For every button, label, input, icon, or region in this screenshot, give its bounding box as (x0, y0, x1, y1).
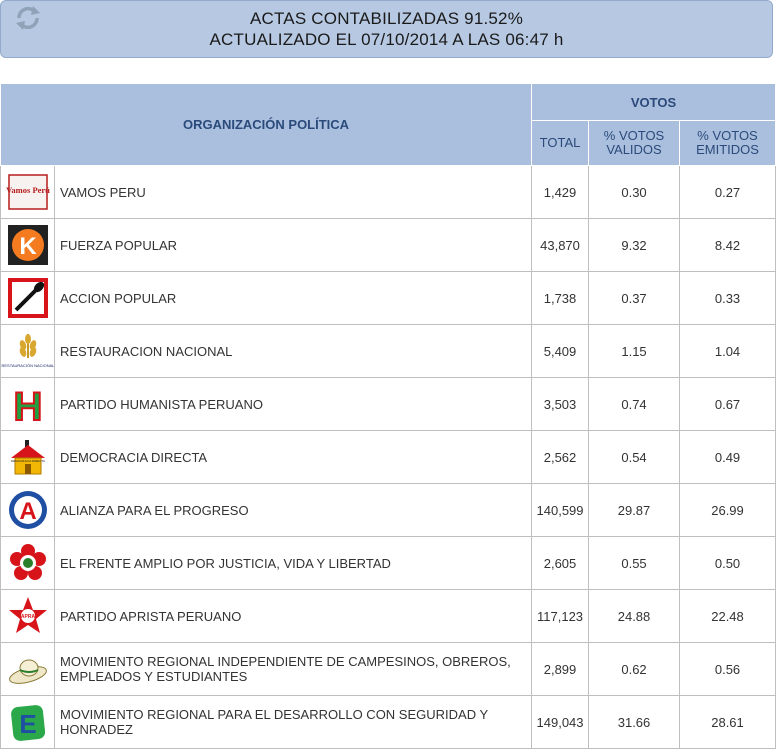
votos-total: 3,503 (532, 378, 589, 431)
votos-total: 1,429 (532, 166, 589, 219)
table-row (1, 219, 776, 272)
last-updated: ACTUALIZADO EL 07/10/2014 A LAS 06:47 h (209, 30, 564, 49)
votos-emitidos: 0.67 (680, 378, 776, 431)
logo-cell (1, 696, 55, 749)
fuerza-popular-logo-text: K (18, 233, 37, 260)
table-row (1, 325, 776, 378)
votos-emitidos: 1.04 (680, 325, 776, 378)
logo-cell (1, 166, 55, 219)
alianza-progreso-logo-text: A (18, 498, 37, 525)
party-name: ACCION POPULAR (55, 272, 532, 325)
actas-contabilizadas: ACTAS CONTABILIZADAS 91.52% (249, 9, 524, 28)
logo-cell (1, 219, 55, 272)
column-header-votos: VOTOS (532, 84, 776, 121)
votos-validos: 24.88 (589, 590, 680, 643)
logo-cell (1, 272, 55, 325)
party-name: MOVIMIENTO REGIONAL PARA EL DESARROLLO CON SEGURIDAD Y HONRADEZ (55, 696, 532, 749)
table-row (1, 696, 776, 749)
votos-total: 2,605 (532, 537, 589, 590)
votos-total: 2,899 (532, 643, 589, 696)
apra-logo (7, 595, 49, 637)
logo-cell (1, 643, 55, 696)
movimiento-seguridad-logo (7, 701, 49, 743)
party-name: PARTIDO HUMANISTA PERUANO (55, 378, 532, 431)
votos-emitidos: 0.27 (680, 166, 776, 219)
votos-emitidos: 0.49 (680, 431, 776, 484)
votos-validos: 0.30 (589, 166, 680, 219)
votos-validos: 0.55 (589, 537, 680, 590)
votos-validos: 0.74 (589, 378, 680, 431)
logo-cell (1, 325, 55, 378)
table-row (1, 166, 776, 219)
accion-popular-logo (7, 277, 49, 319)
table-row (1, 484, 776, 537)
votos-validos: 0.62 (589, 643, 680, 696)
party-name: PARTIDO APRISTA PERUANO (55, 590, 532, 643)
votos-total: 140,599 (532, 484, 589, 537)
logo-cell (1, 484, 55, 537)
party-name: VAMOS PERU (55, 166, 532, 219)
votos-total: 2,562 (532, 431, 589, 484)
votos-total: 43,870 (532, 219, 589, 272)
democracia-directa-logo (7, 436, 49, 478)
logo-cell (1, 378, 55, 431)
votos-emitidos: 0.56 (680, 643, 776, 696)
results-table (0, 83, 776, 749)
movimiento-seguridad-logo-text: E (18, 709, 37, 739)
votos-validos: 29.87 (589, 484, 680, 537)
logo-cell (1, 431, 55, 484)
vamos-peru-logo (7, 171, 49, 213)
table-row (1, 378, 776, 431)
fuerza-popular-logo (7, 224, 49, 266)
votos-validos: 0.54 (589, 431, 680, 484)
votos-total: 1,738 (532, 272, 589, 325)
table-row (1, 643, 776, 696)
party-name: MOVIMIENTO REGIONAL INDEPENDIENTE DE CAMPESINOS, OBREROS, EMPLEADOS Y ESTUDIANTES (55, 643, 532, 696)
table-row (1, 431, 776, 484)
frente-amplio-logo (7, 542, 49, 584)
votos-total: 5,409 (532, 325, 589, 378)
democracia-directa-logo-text: DEMOCRACIA DIRECTA (10, 459, 45, 463)
partido-humanista-logo-text: H (13, 385, 42, 429)
movimiento-campesinos-logo (7, 648, 49, 690)
votos-total: 149,043 (532, 696, 589, 749)
party-name: RESTAURACION NACIONAL (55, 325, 532, 378)
table-row (1, 590, 776, 643)
votos-emitidos: 8.42 (680, 219, 776, 272)
vamos-peru-logo-text: Vamos Perú (5, 185, 50, 195)
column-header-total: TOTAL (532, 121, 589, 166)
votos-validos: 31.66 (589, 696, 680, 749)
partido-humanista-logo (7, 383, 49, 429)
votos-emitidos: 0.33 (680, 272, 776, 325)
votos-validos: 0.37 (589, 272, 680, 325)
votos-emitidos: 26.99 (680, 484, 776, 537)
restauracion-nacional-logo-text: RESTAURACIÓN NACIONAL (0, 363, 55, 368)
restauracion-nacional-logo (0, 330, 55, 372)
header-banner (0, 0, 773, 58)
party-name: ALIANZA PARA EL PROGRESO (55, 484, 532, 537)
party-name: EL FRENTE AMPLIO POR JUSTICIA, VIDA Y LIBERTAD (55, 537, 532, 590)
votos-emitidos: 28.61 (680, 696, 776, 749)
votos-total: 117,123 (532, 590, 589, 643)
column-header-organizacion: ORGANIZACIÓN POLÍTICA (1, 84, 532, 166)
column-header-votos-emitidos: % VOTOS EMITIDOS (680, 121, 776, 166)
alianza-progreso-logo (7, 489, 49, 531)
votos-emitidos: 22.48 (680, 590, 776, 643)
party-name: DEMOCRACIA DIRECTA (55, 431, 532, 484)
apra-logo-text: APRA (20, 614, 35, 620)
votos-emitidos: 0.50 (680, 537, 776, 590)
party-name: FUERZA POPULAR (55, 219, 532, 272)
logo-cell (1, 590, 55, 643)
votos-validos: 1.15 (589, 325, 680, 378)
table-row (1, 537, 776, 590)
column-header-votos-validos: % VOTOS VALIDOS (589, 121, 680, 166)
votos-validos: 9.32 (589, 219, 680, 272)
logo-cell (1, 537, 55, 590)
table-row (1, 272, 776, 325)
